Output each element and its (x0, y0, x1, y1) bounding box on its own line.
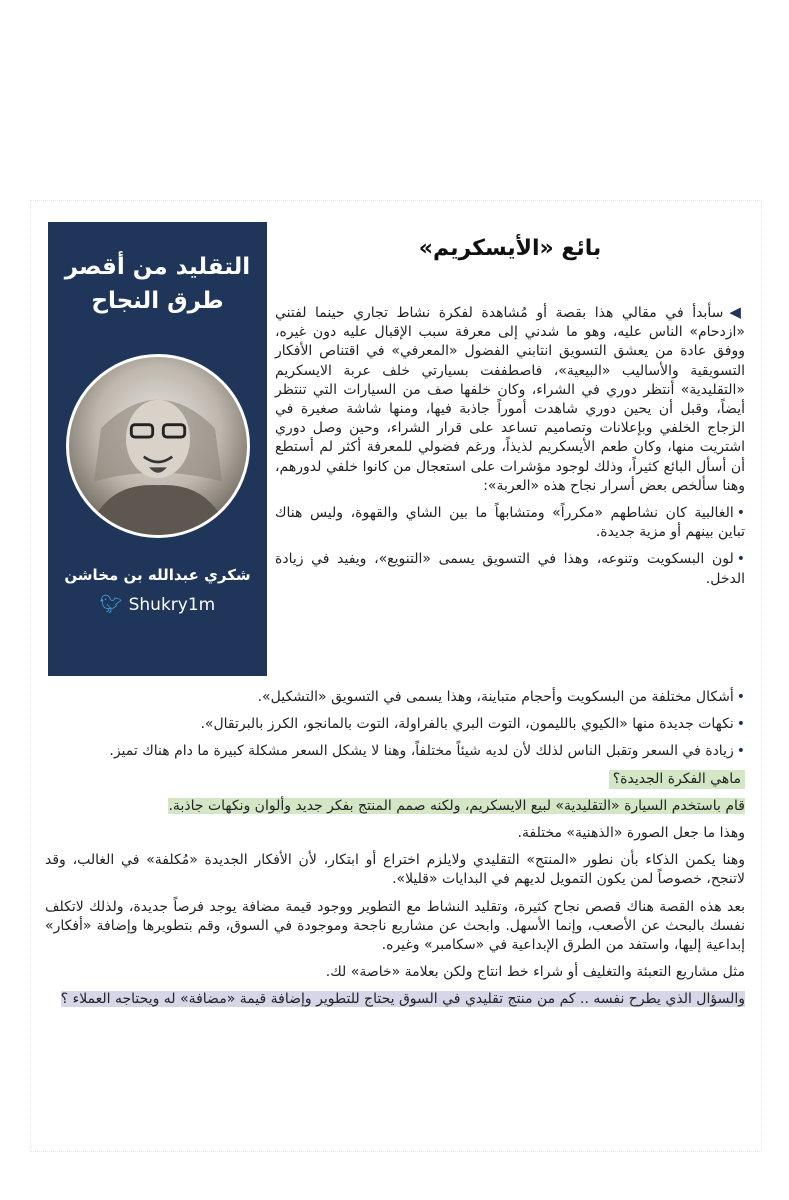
twitter-handle[interactable] (48, 594, 267, 615)
bullet-text: الغالبية كان نشاطهم «مكرراً» ومتشابهاً ما بين الشاي والقهوة، وليس هناك تباين بينهم أو مزية جديدة. (275, 505, 745, 541)
bullet-text: لون البسكويت وتنوعه، وهذا في التسويق يسمى «التنويع»، ويفيد في زيادة الدخل. (275, 551, 745, 587)
portrait-sketch-icon (69, 357, 247, 535)
paragraph: وهذا ما جعل الصورة «الذهنية» مختلفة. (517, 825, 745, 842)
bullet-item (45, 742, 745, 761)
closing-question: والسؤال الذي يطرح نفسه .. كم من منتج تقليدي في السوق يحتاج للتطوير وإضافة قيمة «مضافة» له ويحتاجه العملاء ؟ (60, 991, 745, 1008)
twitter-bird-icon: 🐦︎ (99, 594, 123, 615)
bullet-text: نكهات جديدة منها «الكيوي بالليمون، التوت البري بالفراولة، التوت بالمانجو، الكرز بالبرتقال». (200, 716, 734, 733)
paragraph: وهنا يكمن الذكاء بأن نطور «المنتج» التقليدي ولايلزم اختراع أو ابتكار، لأن الأفكار الجديدة «مُكلفة» في الغالب، وقد لاتنجح، خصوصاً لمن يكون التمويل لديهم في البدايات «قليلا». (45, 852, 745, 888)
lead-arrow-icon: ◀ (729, 303, 745, 321)
twitter-handle-text: Shukry1m (128, 594, 216, 615)
answer-paragraph: قام باستخدم السيارة «التقليدية» لبيع الايسكريم، ولكنه صمم المنتج بفكر جديد وألوان ونكهات جاذبة. (168, 797, 745, 814)
author-panel (48, 222, 267, 676)
paragraph: بعد هذه القصة هناك قصص نجاح كثيرة، وتقليد النشاط مع التطوير ووجود قيمة مضافة يوجد فرصاً جديدة، ولذلك لاتكلف نفسك بالبحث عن الأصعب، وإنما الأسهل. وابحث عن مشاريع ناجحة وموجودة في السوق، وقم بتطويرها وإضافة «أفكار» إبداعية إليها، واستفد من الطرق الإبداعية في «سكامبر» وغيره. (45, 898, 745, 954)
bullet-icon: • (736, 551, 745, 568)
bullet-item (45, 688, 745, 707)
intro-paragraph (275, 303, 745, 496)
bullet-icon: • (736, 505, 745, 522)
bullet-text: أشكال مختلفة من البسكويت وأحجام متباينة، وهذا يسمى في التسويق «التشكيل». (257, 689, 734, 705)
article-full-text (45, 688, 745, 1018)
column-title: التقليد من أقصر طرق النجاح (64, 254, 251, 314)
question-heading: ماهي الفكرة الجديدة؟ (609, 770, 745, 789)
bullet-item (45, 715, 745, 734)
bullet-icon: • (736, 689, 745, 705)
bullet-text: زيادة في السعر وتقبل الناس لذلك لأن لديه شيئاً مختلفاً، وهنا لا يشكل السعر مشكلة كبيرة ما دام هناك تميز. (109, 743, 734, 760)
paragraph: مثل مشاريع التعبئة والتغليف أو شراء خط انتاج ولكن بعلامة «خاصة» لك. (325, 964, 745, 981)
author-portrait (66, 354, 250, 538)
article-column-text (275, 303, 745, 597)
intro-text: سأبدأ في مقالي هذا بقصة أو مُشاهدة لفكرة نشاط تجاري حينما لفتني «ازدحام» الناس عليه، وهو ما شدني إلى معرفة سبب الإقبال عليه دون غيره، ووفق عادة من يعشق التسويق انتابني الفضول «المعرفي» في اقتناص الأفكار التسويقية والأساليب «البيعية»، فاصطففت بسيارتي خلف عربة الايسكريم «التقليدية» أنتظر دوري في الشراء، وكان خلفها صف من السيارات التي تنتظر أيضاً، وقبل أن يحين دوري شاهدت أموراً جاذبة فيها، ومنها شاشة صغيرة في الزجاج الخلفي وبإعلانات وتصاميم تساعد على قرار الشراء، وحين وصل دوري اشتريت منها، وكان طعم الأيسكريم لذيذاً، ورغم فضولي للمعرفة أكثر لم أستطع أن أسأل البائع كثيراً، وذلك لوجود مؤشرات على استعجال من كانوا خلفي لدورهم، وهنا سألخص بعض أسرار نجاح هذه «العربة»: (275, 305, 745, 494)
article-title: بائع «الأيسكريم» (418, 236, 602, 261)
bullet-icon: • (736, 743, 745, 760)
author-name: شكري عبدالله بن مخاشن (64, 566, 251, 584)
bullet-icon: • (736, 716, 745, 733)
bullet-item (275, 550, 745, 588)
bullet-item (275, 504, 745, 542)
